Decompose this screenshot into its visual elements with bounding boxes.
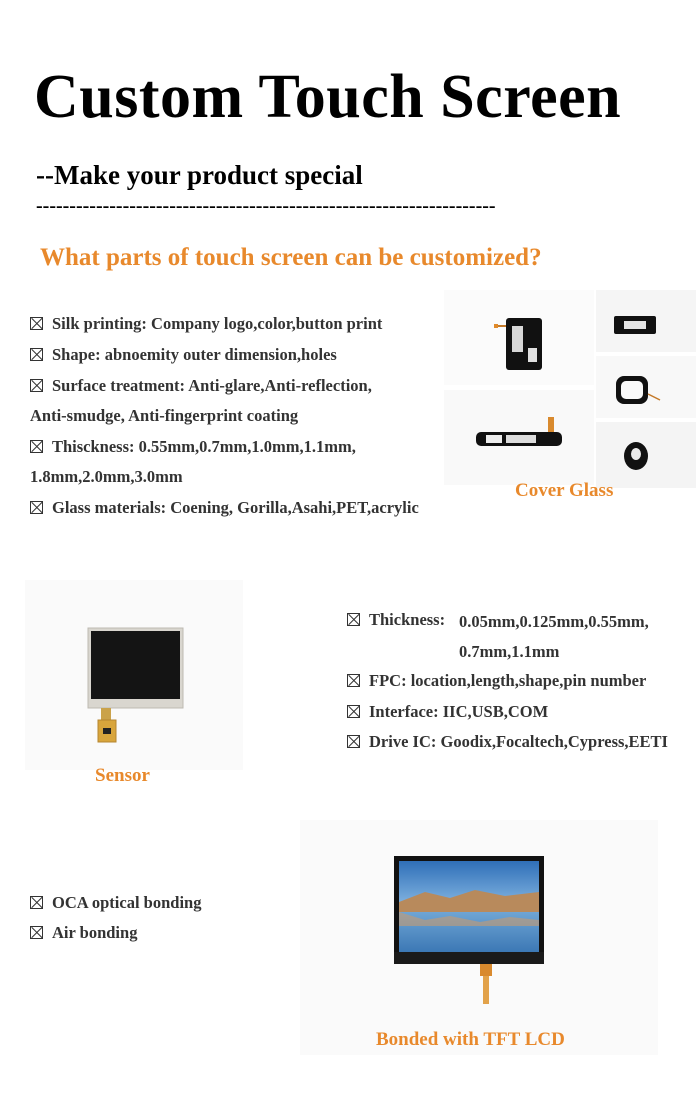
feature-glass-materials: Glass materials: Coening, Gorilla,Asahi,PET,acrylic <box>30 498 419 518</box>
cover-glass-samples-image <box>444 290 696 510</box>
checkbox-cross-icon <box>347 613 360 626</box>
tft-lcd-image <box>300 820 658 1055</box>
page-subtitle: --Make your product special <box>36 160 363 190</box>
divider-line: --------------------------------------------------------------------- <box>36 195 496 217</box>
feature-silk-printing: Silk printing: Company logo,color,button print <box>30 314 382 334</box>
sensor-image <box>25 580 243 770</box>
checkbox-cross-icon <box>30 926 43 939</box>
feature-thickness: Thisckness: 0.55mm,0.7mm,1.0mm,1.1mm, <box>30 437 356 457</box>
sensor-caption: Sensor <box>95 765 150 786</box>
sensor-feature-interface: Interface: IIC,USB,COM <box>347 702 548 722</box>
feature-surface-treatment: Surface treatment: Anti-glare,Anti-reflection, <box>30 376 372 396</box>
sensor-image-panel <box>25 580 243 770</box>
cover-glass-caption: Cover Glass <box>515 480 614 501</box>
checkbox-cross-icon <box>30 379 43 392</box>
checkbox-cross-icon <box>30 501 43 514</box>
tft-lcd-image-panel <box>300 820 658 1055</box>
sensor-thickness-values: 0.05mm,0.125mm,0.55mm, <box>459 612 649 631</box>
feature-shape: Shape: abnoemity outer dimension,holes <box>30 345 337 365</box>
bonding-feature-air: Air bonding <box>30 923 137 943</box>
sensor-thickness-values-cont: 0.7mm,1.1mm <box>459 642 560 661</box>
checkbox-cross-icon <box>30 440 43 453</box>
feature-thickness-cont: 1.8mm,2.0mm,3.0mm <box>30 467 183 486</box>
bonding-feature-oca: OCA optical bonding <box>30 893 201 913</box>
section-question: What parts of touch screen can be customized? <box>40 244 542 271</box>
tft-lcd-caption: Bonded with TFT LCD <box>376 1029 565 1050</box>
feature-surface-treatment-cont: Anti-smudge, Anti-fingerprint coating <box>30 406 299 425</box>
sensor-feature-drive-ic: Drive IC: Goodix,Focaltech,Cypress,EETI <box>347 732 668 752</box>
checkbox-cross-icon <box>347 735 360 748</box>
page-title: Custom Touch Screen <box>34 63 622 131</box>
sensor-feature-fpc: FPC: location,length,shape,pin number <box>347 671 646 691</box>
checkbox-cross-icon <box>30 896 43 909</box>
cover-glass-collage <box>444 290 696 510</box>
sensor-feature-thickness: Thickness: <box>347 610 445 630</box>
checkbox-cross-icon <box>30 348 43 361</box>
checkbox-cross-icon <box>347 674 360 687</box>
checkbox-cross-icon <box>30 317 43 330</box>
checkbox-cross-icon <box>347 705 360 718</box>
